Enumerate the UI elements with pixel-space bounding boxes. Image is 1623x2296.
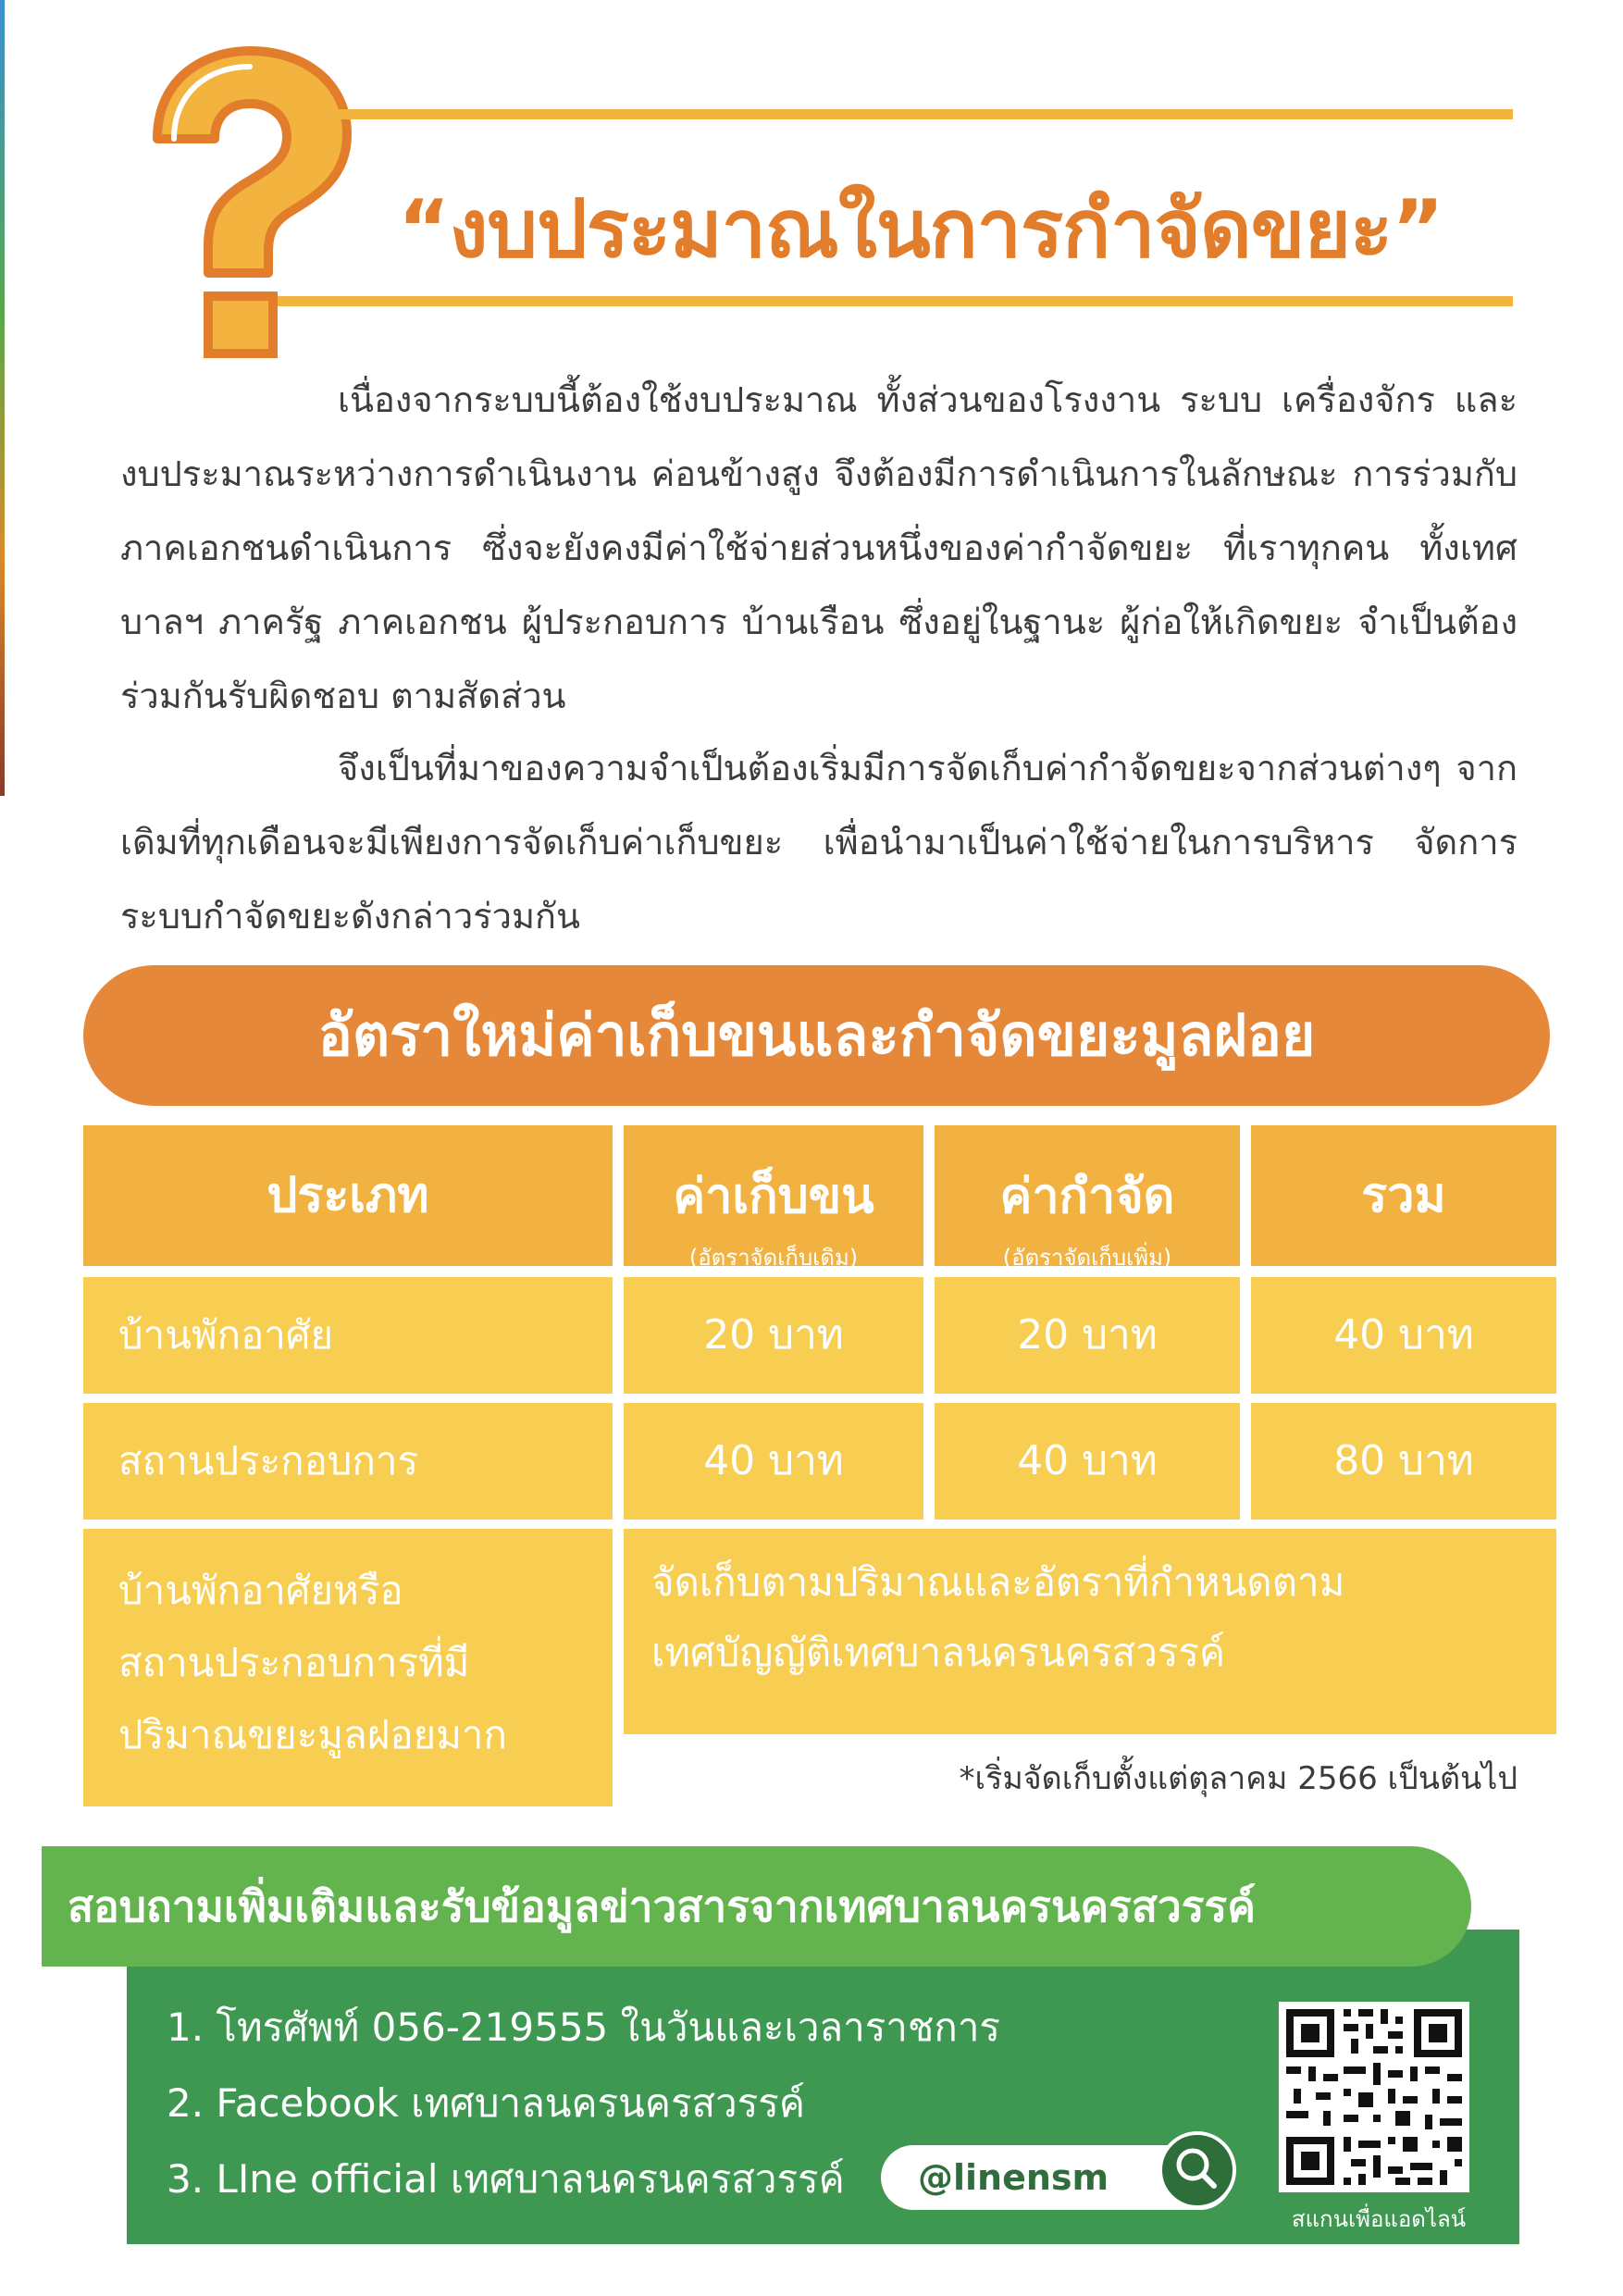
special-note-line: จัดเก็บตามปริมาณและอัตราที่กำหนดตาม: [651, 1559, 1345, 1605]
header-disposal-sub: (อัตราจัดเก็บเพิ่ม): [1002, 1245, 1172, 1271]
search-icon: [1162, 2135, 1233, 2205]
start-date-footnote: *เริ่มจัดเก็บตั้งแต่ตุลาคม 2566 เป็นต้นไป: [959, 1760, 1518, 1797]
header-rule-bottom: [278, 296, 1513, 306]
line-id: @linensm: [918, 2157, 1109, 2198]
header-collection-label: ค่าเก็บขน: [673, 1169, 874, 1224]
table-row-collection: 20 บาท: [624, 1277, 923, 1394]
table-row-disposal: 20 บาท: [935, 1277, 1240, 1394]
header-total-label: รวม: [1361, 1168, 1446, 1223]
rate-banner: [83, 965, 1550, 1106]
table-header-disposal: [935, 1125, 1240, 1271]
special-type-line: ปริมาณขยะมูลฝอยมาก: [118, 1712, 507, 1757]
table-row-type: สถานประกอบการ: [83, 1403, 613, 1520]
header-type-label: ประเภท: [266, 1168, 429, 1223]
special-note-line: เทศบัญญัติเทศบาลนครนครสวรรค์: [651, 1630, 1226, 1675]
header-rule-top: [319, 109, 1513, 119]
contact-line-official[interactable]: 3. LIne official เทศบาลนครนครสวรรค์: [167, 2156, 845, 2202]
qr-caption: สแกนเพื่อแอดไลน์: [1291, 2206, 1467, 2232]
qr-code-icon: [1279, 2002, 1469, 2192]
left-edge-strip: [0, 0, 5, 796]
contact-phone: 1. โทรศัพท์ 056-219555 ในวันและเวลาราชการ: [167, 2004, 1000, 2050]
line-search-button[interactable]: [1158, 2131, 1236, 2209]
table-row-disposal: 40 บาท: [935, 1403, 1240, 1520]
contact-banner: [42, 1846, 1471, 1967]
contact-list: [167, 1990, 1000, 2217]
rate-banner-title: อัตราใหม่ค่าเก็บขนและกำจัดขยะมูลฝอย: [317, 1001, 1316, 1069]
question-mark-icon: [120, 37, 370, 370]
reason-paragraph: จึงเป็นที่มาของความจำเป็นต้องเริ่มมีการจัดเก็บค่ากำจัดขยะจากส่วนต่างๆ จากเดิมที่ทุกเดือนจะมีเพียงการจัดเก็บค่าเก็บขยะ เพื่อนำมาเป็นค่าใช้จ่ายในการบริหาร จัดการระบบกำจัดขยะดังกล่าวร่วมกัน: [120, 748, 1518, 937]
intro-paragraph: เนื่องจากระบบนี้ต้องใช้งบประมาณ ทั้งส่วนของโรงงาน ระบบ เครื่องจักร และงบประมาณระหว่างการดำเนินงาน ค่อนข้างสูง จึงต้องมีการดำเนินการในลักษณะ การร่วมกับภาคเอกชนดำเนินการ ซึ่งจะยังคงมีค่าใช้จ่ายส่วนหนึ่งของค่ากำจัดขยะ ที่เราทุกคน ทั้งเทศบาลฯ ภาครัฐ ภาคเอกชน ผู้ประกอบการ บ้านเรือน ซึ่งอยู่ในฐานะ ผู้ก่อให้เกิดขยะ จำเป็นต้องร่วมกันรับผิดชอบ ตามสัดส่วน: [120, 379, 1518, 716]
table-row-total: 40 บาท: [1251, 1277, 1556, 1394]
table-row-type: บ้านพักอาศัย: [83, 1277, 613, 1394]
table-row-total: 80 บาท: [1251, 1403, 1556, 1520]
contact-title: สอบถามเพิ่มเติมและรับข้อมูลข่าวสารจากเทศบาลนครนครสวรรค์: [68, 1881, 1256, 1931]
table-header-collection: [624, 1125, 923, 1271]
page-title: “งบประมาณในการกำจัดขยะ”: [398, 183, 1443, 276]
table-row-collection: 40 บาท: [624, 1403, 923, 1520]
table-header-total: [1251, 1125, 1556, 1266]
special-type-line: บ้านพักอาศัยหรือ: [118, 1568, 403, 1613]
header-disposal-label: ค่ากำจัด: [999, 1169, 1175, 1224]
special-type-line: สถานประกอบการที่มี: [118, 1640, 470, 1685]
contact-facebook[interactable]: 2. Facebook เทศบาลนครนครสวรรค์: [167, 2080, 805, 2126]
table-header-type: [83, 1125, 613, 1266]
table-row-special-type: [83, 1529, 613, 1806]
table-row-special-note: [624, 1529, 1556, 1734]
qr-code[interactable]: [1279, 2002, 1469, 2192]
header-collection-sub: (อัตราจัดเก็บเดิม): [688, 1245, 859, 1271]
